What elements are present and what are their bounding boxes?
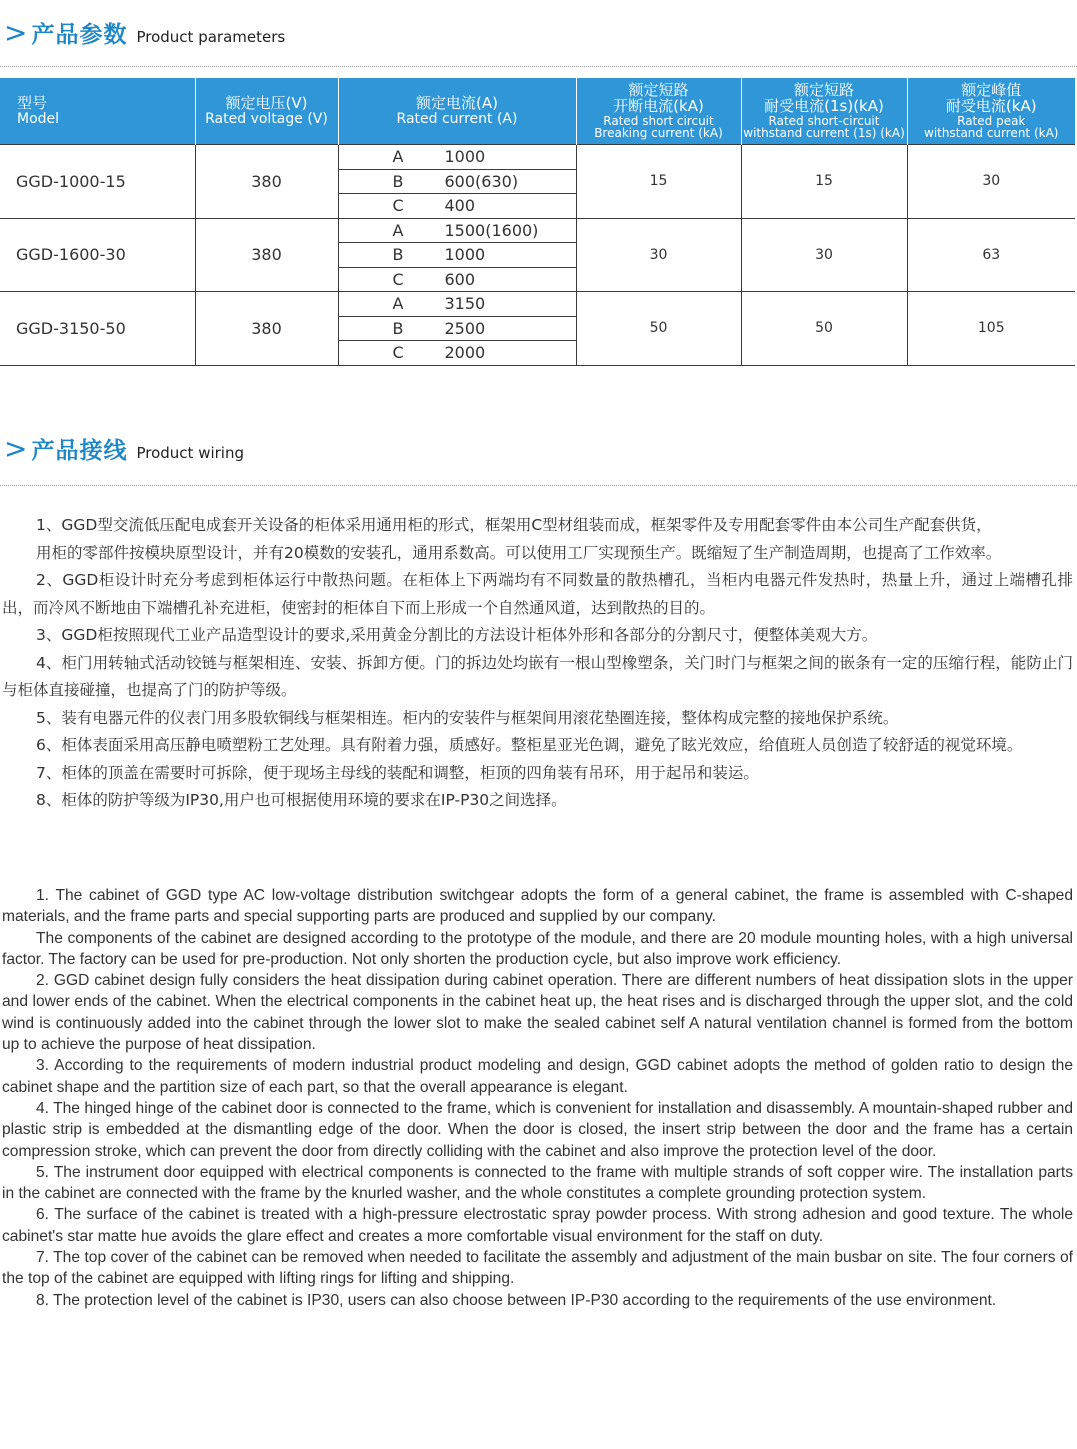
current-cell: B 1000 bbox=[338, 243, 576, 268]
cn-paragraph: 5、装有电器元件的仪表门用多股软铜线与框架相连。柜内的安装件与框架间用滚花垫圈连接，整体构成完整的接地保护系统。 bbox=[36, 708, 899, 727]
current-cell: A 3150 bbox=[338, 292, 576, 317]
current-cell: B 600(630) bbox=[338, 169, 576, 194]
chinese-description bbox=[2, 512, 1073, 815]
table-row bbox=[0, 145, 1075, 170]
divider bbox=[0, 485, 1077, 486]
header-current: 额定电流(A) Rated current (A) bbox=[338, 78, 576, 145]
chevron-right-icon: > bbox=[4, 16, 28, 49]
en-paragraph: 2. GGD cabinet design fully considers the heat dissipation during cabinet operation. There are different numbers of heat dissipation slots in the upper and lower ends of the cabinet. When the electrical components in the cabinet heat up, the heat rises and is discharged through the upper slot, and the cold wind is continuously added into the cabinet through the lower slot to make the sealed cabinet self A natural ventilation channel is formed from the bottom up to achieve the purpose of heat dissipation. bbox=[2, 972, 1073, 1054]
current-cell: C 2000 bbox=[338, 341, 576, 366]
current-cell: C 600 bbox=[338, 267, 576, 292]
voltage-cell: 380 bbox=[195, 218, 338, 292]
wiring-title-cn: 产品接线 bbox=[31, 438, 128, 464]
parameters-table bbox=[0, 78, 1075, 366]
withstand-cell: 30 bbox=[741, 218, 907, 292]
peak-cell: 63 bbox=[907, 218, 1075, 292]
en-paragraph: 8. The protection level of the cabinet is IP30, users can also choose between IP-P30 according to the requirements of the use environment. bbox=[36, 1291, 997, 1309]
withstand-cell: 15 bbox=[741, 145, 907, 219]
peak-cell: 30 bbox=[907, 145, 1075, 219]
cn-paragraph: 4、柜门用转轴式活动铰链与框架相连、安装、拆卸方便。门的拆边处均嵌有一根山型橡塑条，关门时门与框架之间的嵌条有一定的压缩行程，能防止门与柜体直接碰撞，也提高了门的防护等级。 bbox=[2, 653, 1073, 699]
wiring-title-en: Product wiring bbox=[136, 444, 244, 462]
table-row bbox=[0, 292, 1075, 317]
en-paragraph: 4. The hinged hinge of the cabinet door is connected to the frame, which is convenient for installation and disassembly. A mountain-shaped rubber and plastic strip is embedded at the dismantling edge of the door. When the door is closed, the insert strip between the door and the frame has a certain compression stroke, which can prevent the door from directly colliding with the cabinet and also improve the protection level of the door. bbox=[2, 1099, 1073, 1160]
current-cell: B 2500 bbox=[338, 316, 576, 341]
en-paragraph: The components of the cabinet are designed according to the prototype of the module, and there are 20 module mounting holes, with a high universal factor. The factory can be used for pre-production. Not only shorten the production cycle, but also improve work efficiency. bbox=[2, 929, 1073, 968]
cn-paragraph: 用柜的零部件按模块原型设计，并有20模数的安装孔，通用系数高。可以使用工厂实现预生产。既缩短了生产制造周期，也提高了工作效率。 bbox=[36, 543, 1002, 562]
wiring-section-heading bbox=[4, 432, 244, 465]
params-title-en: Product parameters bbox=[136, 28, 286, 46]
en-paragraph: 3. According to the requirements of modern industrial product modeling and design, GGD cabinet adopts the method of golden ratio to design the cabinet shape and the partition size of each part, so that the overall appearance is elegant. bbox=[2, 1057, 1073, 1096]
header-withstand: 额定短路 耐受电流(1s)(kA) Rated short-circuit withstand current (1s) (kA) bbox=[741, 78, 907, 145]
cn-paragraph: 1、GGD型交流低压配电成套开关设备的柜体采用通用柜的形式，框架用C型材组装而成，框架零件及专用配套零件由本公司生产配套供货， bbox=[36, 516, 992, 534]
current-cell: A 1000 bbox=[338, 145, 576, 170]
header-peak: 额定峰值 耐受电流(kA) Rated peak withstand current (kA) bbox=[907, 78, 1075, 145]
divider bbox=[0, 66, 1077, 67]
model-cell: GGD-1600-30 bbox=[0, 218, 195, 292]
model-cell: GGD-1000-15 bbox=[0, 145, 195, 219]
breaking-cell: 30 bbox=[576, 218, 741, 292]
en-paragraph: 7. The top cover of the cabinet can be removed when needed to facilitate the assembly and adjustment of the main busbar on site. The four corners of the top of the cabinet are equipped with lifting rings for lifting and shipping. bbox=[2, 1249, 1073, 1288]
header-voltage: 额定电压(V) Rated voltage (V) bbox=[195, 78, 338, 145]
header-breaking: 额定短路 开断电流(kA) Rated short circuit Breaking current (kA) bbox=[576, 78, 741, 145]
peak-cell: 105 bbox=[907, 292, 1075, 366]
voltage-cell: 380 bbox=[195, 145, 338, 219]
cn-paragraph: 6、柜体表面采用高压静电喷塑粉工艺处理。具有附着力强，质感好。整柜星亚光色调，避免了眩光效应，给值班人员创造了较舒适的视觉环境。 bbox=[36, 736, 1023, 754]
breaking-cell: 15 bbox=[576, 145, 741, 219]
voltage-cell: 380 bbox=[195, 292, 338, 366]
table-row bbox=[0, 218, 1075, 243]
params-title-cn: 产品参数 bbox=[31, 22, 128, 48]
cn-paragraph: 2、GGD柜设计时充分考虑到柜体运行中散热问题。在柜体上下两端均有不同数量的散热槽孔，当柜内电器元件发热时，热量上升，通过上端槽孔排出，而冷风不断地由下端槽孔补充进柜，使密封的柜体自下而上形成一个自然通风道，达到散热的目的。 bbox=[2, 571, 1073, 617]
english-description bbox=[2, 885, 1073, 1311]
table-header-row bbox=[0, 78, 1075, 145]
cn-paragraph: 3、GGD柜按照现代工业产品造型设计的要求,采用黄金分割比的方法设计柜体外形和各部分的分割尺寸，便整体美观大方。 bbox=[36, 626, 878, 644]
en-paragraph: 6. The surface of the cabinet is treated with a high-pressure electrostatic spray powder process. With strong adhesion and good texture. The whole cabinet's star matte hue avoids the glare effect and creates a more comfortable visual environment for the staff on duty. bbox=[2, 1206, 1073, 1245]
en-paragraph: 1. The cabinet of GGD type AC low-voltage distribution switchgear adopts the form of a general cabinet, the frame is assembled with C-shaped materials, and the frame parts and special supporting parts are produced and supplied by our company. bbox=[2, 887, 1073, 926]
cn-paragraph: 7、柜体的顶盖在需要时可拆除，便于现场主母线的装配和调整，柜顶的四角装有吊环，用于起吊和装运。 bbox=[36, 763, 759, 782]
current-cell: C 400 bbox=[338, 194, 576, 219]
en-paragraph: 5. The instrument door equipped with electrical components is connected to the frame with multiple strands of soft copper wire. The installation parts in the cabinet are connected with the frame by the knurled washer, and the whole constitutes a complete grounding protection system. bbox=[2, 1163, 1073, 1203]
model-cell: GGD-3150-50 bbox=[0, 292, 195, 366]
current-cell: A 1500(1600) bbox=[338, 218, 576, 243]
cn-paragraph: 8、柜体的防护等级为IP30,用户也可根据使用环境的要求在IP-P30之间选择。 bbox=[36, 791, 567, 809]
breaking-cell: 50 bbox=[576, 292, 741, 366]
chevron-right-icon: > bbox=[4, 432, 28, 465]
withstand-cell: 50 bbox=[741, 292, 907, 366]
header-model: 型号 Model bbox=[0, 78, 195, 145]
params-section-heading bbox=[4, 16, 285, 49]
